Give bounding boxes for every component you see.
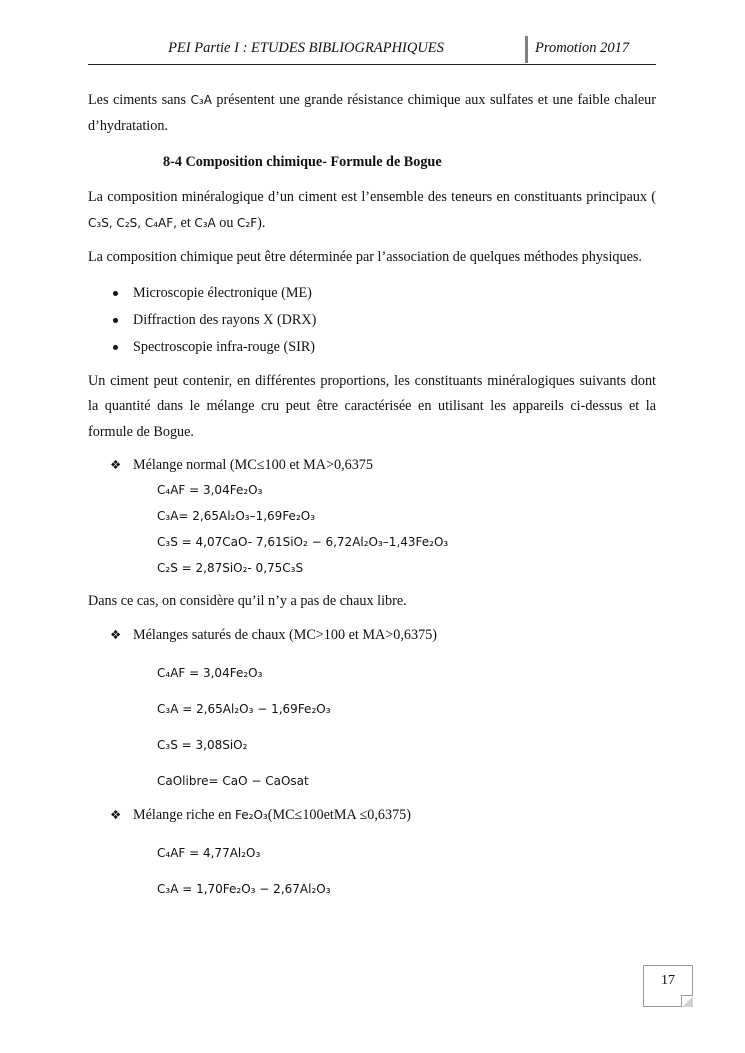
- formula-line: C₄AF = 3,04Fe₂O₃: [157, 483, 263, 497]
- header-title: PEI Partie I : ETUDES BIBLIOGRAPHIQUES: [168, 40, 444, 56]
- formula-line: C₃S = 4,07CaO- 7,61SiO₂ − 6,72Al₂O₃–1,43Fe₂O₃: [157, 535, 449, 549]
- formula-line: C₃A = 2,65Al₂O₃ − 1,69Fe₂O₃: [157, 701, 331, 716]
- paragraph-composition-chimique: La composition chimique peut être déterminée par l’association de quelques méthodes physiques.: [88, 249, 642, 265]
- section-melanges-satures: [88, 623, 656, 647]
- formula-line: C₃S = 3,08SiO₂: [157, 737, 248, 752]
- paragraph-c3a: Les ciments sans C₃A présentent une grande résistance chimique aux sulfates et une faible chaleur d’hydratation.: [88, 92, 656, 134]
- page-number: [643, 965, 693, 1007]
- diamond-bullet-icon: ❖: [110, 457, 122, 472]
- list-item: Spectroscopie infra-rouge (SIR): [88, 334, 656, 361]
- list-item: Diffraction des rayons X (DRX): [88, 307, 656, 334]
- section-melange-riche: ❖ Mélange riche en Fe₂O₃(MC≤100etMA ≤0,6375): [88, 803, 656, 827]
- list-item: Microscopie électronique (ME): [88, 280, 656, 307]
- bullet-icon: [113, 318, 118, 323]
- section-title: Mélanges saturés de chaux (MC>100 et MA>0,6375): [133, 626, 438, 643]
- formula-inline: C₃A: [190, 93, 212, 107]
- page-content: [88, 88, 656, 907]
- formula-line: C₂S = 2,87SiO₂- 0,75C₃S: [157, 561, 304, 575]
- header-promotion: Promotion 2017: [535, 40, 630, 56]
- section-melange-normal: [88, 453, 656, 477]
- formula-inline: C₃A: [194, 215, 216, 230]
- formula-line: C₃A = 1,70Fe₂O₃ − 2,67Al₂O₃: [157, 881, 331, 896]
- bullet-icon: [113, 291, 118, 296]
- formula-line: C₄AF = 4,77Al₂O₃: [157, 845, 261, 860]
- diamond-bullet-icon: ❖: [110, 626, 122, 642]
- section-heading: 8-4 Composition chimique- Formule de Bogue: [163, 154, 442, 170]
- section-title: Mélange normal (MC≤100 et MA>0,6375: [133, 457, 373, 473]
- paragraph-chaux-libre: Dans ce cas, on considère qu’il n’y a pas de chaux libre.: [88, 593, 407, 609]
- formula-line: CaOlibre= CaO − CaOsat: [157, 773, 309, 788]
- methods-list: [88, 280, 656, 361]
- formula-line: C₃A= 2,65Al₂O₃–1,69Fe₂O₃: [157, 509, 316, 523]
- page-header: [88, 34, 656, 65]
- header-separator: [525, 36, 528, 63]
- page-fold-corner: [681, 995, 693, 1007]
- formula-inline: Fe₂O₃: [235, 807, 268, 822]
- page-number-value: 17: [661, 973, 675, 988]
- paragraph-constituants: Un ciment peut contenir, en différentes proportions, les constituants minéralogiques suivants dont la quantité dans le mélange cru peut être caractérisée en utilisant les appareils ci-dessus et la formule de Bogue.: [88, 372, 656, 440]
- bullet-icon: [113, 345, 118, 350]
- diamond-bullet-icon: ❖: [110, 806, 122, 822]
- formula-line: C₄AF = 3,04Fe₂O₃: [157, 665, 263, 680]
- paragraph-composition-mineralogique: La composition minéralogique d’un ciment est l’ensemble des teneurs en constituants principaux ( C₃S, C₂S, C₄AF, et C₃A ou C₂F).: [88, 189, 656, 231]
- formula-inline: C₂F: [237, 215, 258, 230]
- formula-inline: C₃S, C₂S, C₄AF,: [88, 215, 177, 230]
